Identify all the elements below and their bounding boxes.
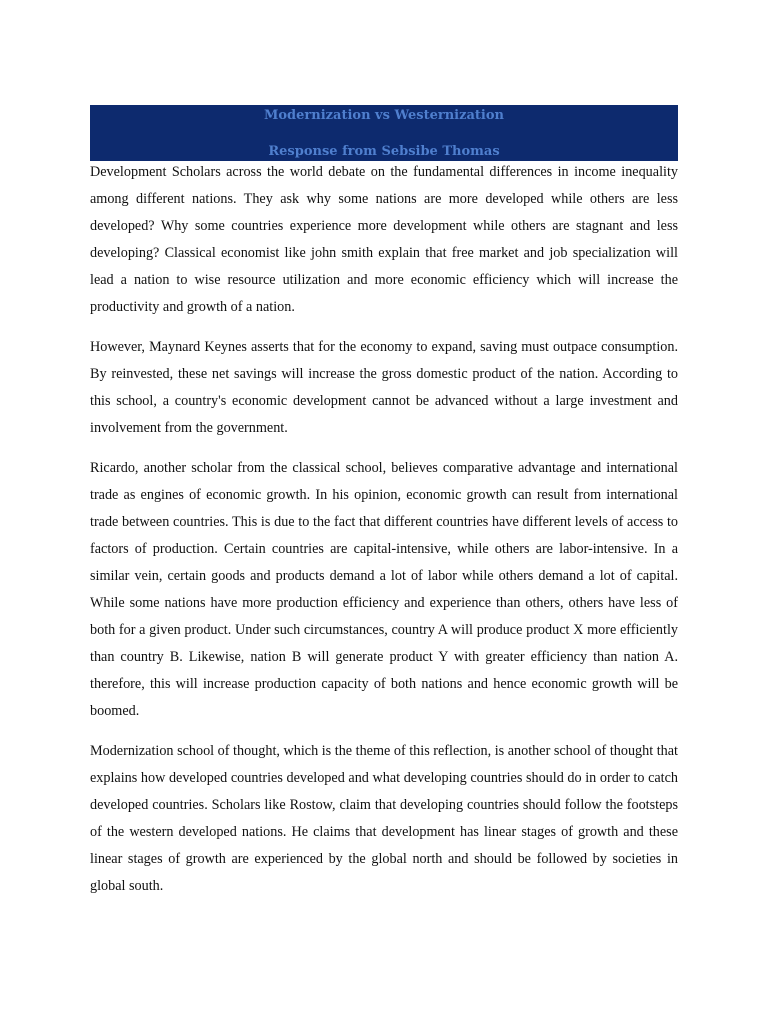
document-title: Modernization vs Westernization <box>264 108 504 123</box>
paragraph-3: Ricardo, another scholar from the classical school, believes comparative advantage and international trade as engines of economic growth. In his opinion, economic growth can result from international trade between countries. This is due to the fact that different countries have different levels of access to factors of production. Certain countries are capital-intensive, while others are labor-intensive. In a similar vein, certain goods and products demand a lot of labor while others demand a lot of capital. While some nations have more production efficiency and experience than others, others have less of both for a given product. Under such circumstances, country A will produce product X more efficiently than country B. Likewise, nation B will generate product Y with greater efficiency than nation A. therefore, this will increase production capacity of both nations and hence economic growth will be boomed. <box>90 460 678 719</box>
document-body <box>90 159 678 913</box>
title-banner <box>90 105 678 161</box>
paragraph-1: Development Scholars across the world debate on the fundamental differences in income inequality among different nations. They ask why some nations are more developed while others are less developed? Why some countries experience more development while others are stagnant and less developing? Classical economist like john smith explain that free market and job specialization will lead a nation to wise resource utilization and more economic efficiency which will increase the productivity and growth of a nation. <box>90 164 678 315</box>
paragraph-2: However, Maynard Keynes asserts that for the economy to expand, saving must outpace consumption. By reinvested, these net savings will increase the gross domestic product of the nation. According to this school, a country's economic development cannot be advanced without a large investment and involvement from the government. <box>90 339 678 436</box>
document-subtitle: Response from Sebsibe Thomas <box>268 144 500 159</box>
paragraph-4: Modernization school of thought, which is the theme of this reflection, is another school of thought that explains how developed countries developed and what developing countries should do in order to catch developed countries. Scholars like Rostow, claim that developing countries should follow the footsteps of the western developed nations. He claims that development has linear stages of growth and these linear stages of growth are experienced by the global north and should be followed by societies in global south. <box>90 743 678 894</box>
